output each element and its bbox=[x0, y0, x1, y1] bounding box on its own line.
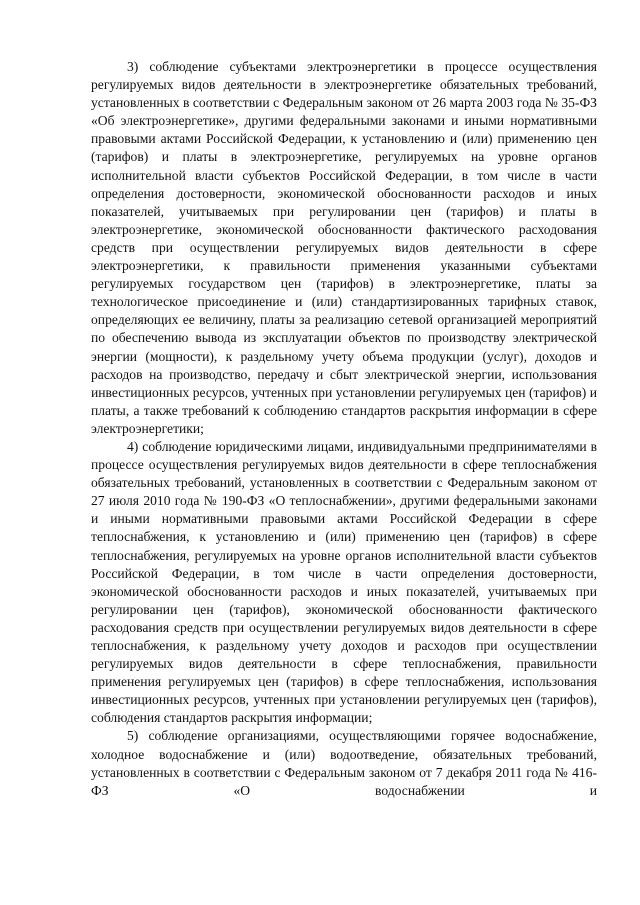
paragraph-item-5: 5) соблюдение организациями, осуществляющими горячее водоснабжение, холодное водоснабжение и (или) водоотведение, обязательных требований, установленных в соответствии с Федеральным законом от 7 декабря 2011 года № 416-ФЗ «О водоснабжении и bbox=[91, 728, 597, 798]
paragraph-item-3: 3) соблюдение субъектами электроэнергетики в процессе осуществления регулируемых видов деятельности в электроэнергетике обязательных требований, установленных в соответствии с Федеральным законом от 26 марта 2003 года № 35-ФЗ «Об электроэнергетике», другими федеральными законами и иными нормативными правовыми актами Российской Федерации, к установлению и (или) применению цен (тарифов) и платы в электроэнергетике, регулируемых на уровне органов исполнительной власти субъектов Российской Федерации, в том числе в части определения достоверности, экономической обоснованности расходов и иных показателей, учитываемых при регулировании цен (тарифов) и платы в электроэнергетике, экономической обоснованности фактического расходования средств при осуществлении регулируемых видов деятельности в сфере электроэнергетики, к правильности применения указанными субъектами регулируемых государством цен (тарифов) в электроэнергетике, платы за технологическое присоединение и (или) стандартизированных тарифных ставок, определяющих ее величину, платы за реализацию сетевой организацией мероприятий по обеспечению вывода из эксплуатации объектов по производству электрической энергии (мощности), к раздельному учету объема продукции (услуг), доходов и расходов на производство, передачу и сбыт электрической энергии, использования инвестиционных ресурсов, учтенных при установлении регулируемых цен (тарифов) и платы, а также требований к соблюдению стандартов раскрытия информации в сфере электроэнергетики; bbox=[91, 59, 597, 436]
document-page bbox=[91, 58, 597, 800]
paragraph-item-4: 4) соблюдение юридическими лицами, индивидуальными предпринимателями в процессе осуществления регулируемых видов деятельности в сфере теплоснабжения обязательных требований, установленных в соответствии с Федеральным законом от 27 июля 2010 года № 190-ФЗ «О теплоснабжении», другими федеральными законами и иными нормативными правовыми актами Российской Федерации в сфере теплоснабжения, к установлению и (или) применению цен (тарифов) в сфере теплоснабжения, регулируемых на уровне органов исполнительной власти субъектов Российской Федерации, в том числе в части определения достоверности, экономической обоснованности расходов и иных показателей, учитываемых при регулировании цен (тарифов), экономической обоснованности фактического расходования средств при осуществлении регулируемых видов деятельности в сфере теплоснабжения, к раздельному учету доходов и расходов при осуществлении регулируемых видов деятельности в сфере теплоснабжения, правильности применения регулируемых цен (тарифов) в сфере теплоснабжения, использования инвестиционных ресурсов, учтенных при установлении регулируемых цен (тарифов), соблюдения стандартов раскрытия информации; bbox=[91, 438, 597, 726]
